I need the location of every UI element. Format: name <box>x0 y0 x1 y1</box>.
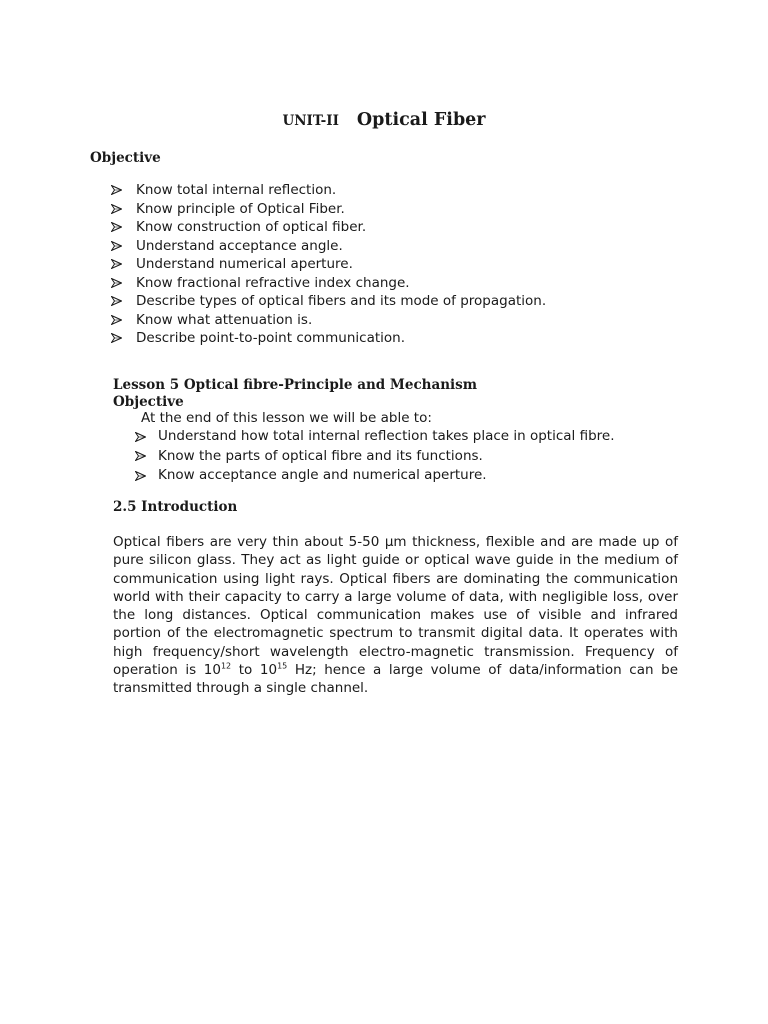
paragraph-text-part1: Optical fibers are very thin about 5-50 µm thickness, flexible and are made up of pure silicon glass. They act as light guide or optical wave guide in the medium of communication using light rays. Optical fibers are dominating the communication world with their capacity to carry a large volume of data, with negligible loss, over the long distances. Optical communication makes use of visible and infrared portion of the electromagnetic spectrum to transmit digital data. It operates with high frequency/short wavelength electro-magnetic transmission. Frequency of operation is 10 <box>113 534 678 679</box>
list-item <box>111 218 546 237</box>
arrowhead-bullet-icon <box>111 296 125 306</box>
list-item-text: Know the parts of optical fibre and its functions. <box>158 447 483 464</box>
paragraph-text-part2: to 10 <box>231 662 278 679</box>
list-item <box>135 447 615 467</box>
list-item-text: Know acceptance angle and numerical aperture. <box>158 467 487 483</box>
introduction-paragraph <box>113 533 678 698</box>
objective-heading: Objective <box>90 150 161 166</box>
list-item-text: Know what attenuation is. <box>136 311 313 328</box>
introduction-heading: 2.5 Introduction <box>113 499 238 515</box>
exponent-12: 12 <box>220 661 232 671</box>
list-item <box>111 181 546 200</box>
list-item <box>111 200 546 219</box>
arrowhead-bullet-icon <box>135 451 149 461</box>
exponent-15: 15 <box>277 661 288 671</box>
list-item <box>111 255 546 274</box>
arrowhead-bullet-icon <box>111 204 125 214</box>
arrowhead-bullet-icon <box>135 432 149 442</box>
unit-title: Optical Fiber <box>356 110 486 130</box>
list-item-text: Understand acceptance angle. <box>136 237 343 254</box>
list-item <box>111 237 546 256</box>
list-item <box>111 292 546 311</box>
list-item-text: Describe point-to-point communication. <box>136 330 406 346</box>
lesson-objective-list <box>135 427 615 486</box>
list-item-text: Understand numerical aperture. <box>136 256 353 272</box>
list-item <box>111 329 546 348</box>
list-item <box>111 311 546 330</box>
lesson-intro-text: At the end of this lesson we will be able to: <box>141 410 432 426</box>
unit-title-row <box>0 110 768 130</box>
lesson-title: Lesson 5 Optical fibre-Principle and Mechanism <box>113 377 478 393</box>
list-item <box>135 427 615 447</box>
list-item-text: Describe types of optical fibers and its mode of propagation. <box>136 293 547 309</box>
list-item-text: Know construction of optical fiber. <box>136 219 367 235</box>
arrowhead-bullet-icon <box>111 185 125 195</box>
arrowhead-bullet-icon <box>111 222 125 232</box>
lesson-objective-heading: Objective <box>113 394 184 410</box>
unit-label: UNIT-II <box>282 113 339 129</box>
arrowhead-bullet-icon <box>111 333 125 343</box>
objective-list <box>111 181 546 348</box>
arrowhead-bullet-icon <box>111 241 125 251</box>
list-item <box>111 274 546 293</box>
paragraph-text-part3: Hz; hence a large volume of data/information can be transmitted through a single channel. <box>113 662 678 697</box>
list-item-text: Know fractional refractive index change. <box>136 274 410 291</box>
arrowhead-bullet-icon <box>135 471 149 481</box>
list-item-text: Know principle of Optical Fiber. <box>136 200 345 217</box>
list-item <box>135 466 615 486</box>
list-item-text: Understand how total internal reflection takes place in optical fibre. <box>158 428 615 444</box>
arrowhead-bullet-icon <box>111 259 125 269</box>
list-item-text: Know total internal reflection. <box>136 182 337 198</box>
arrowhead-bullet-icon <box>111 278 125 288</box>
arrowhead-bullet-icon <box>111 315 125 325</box>
